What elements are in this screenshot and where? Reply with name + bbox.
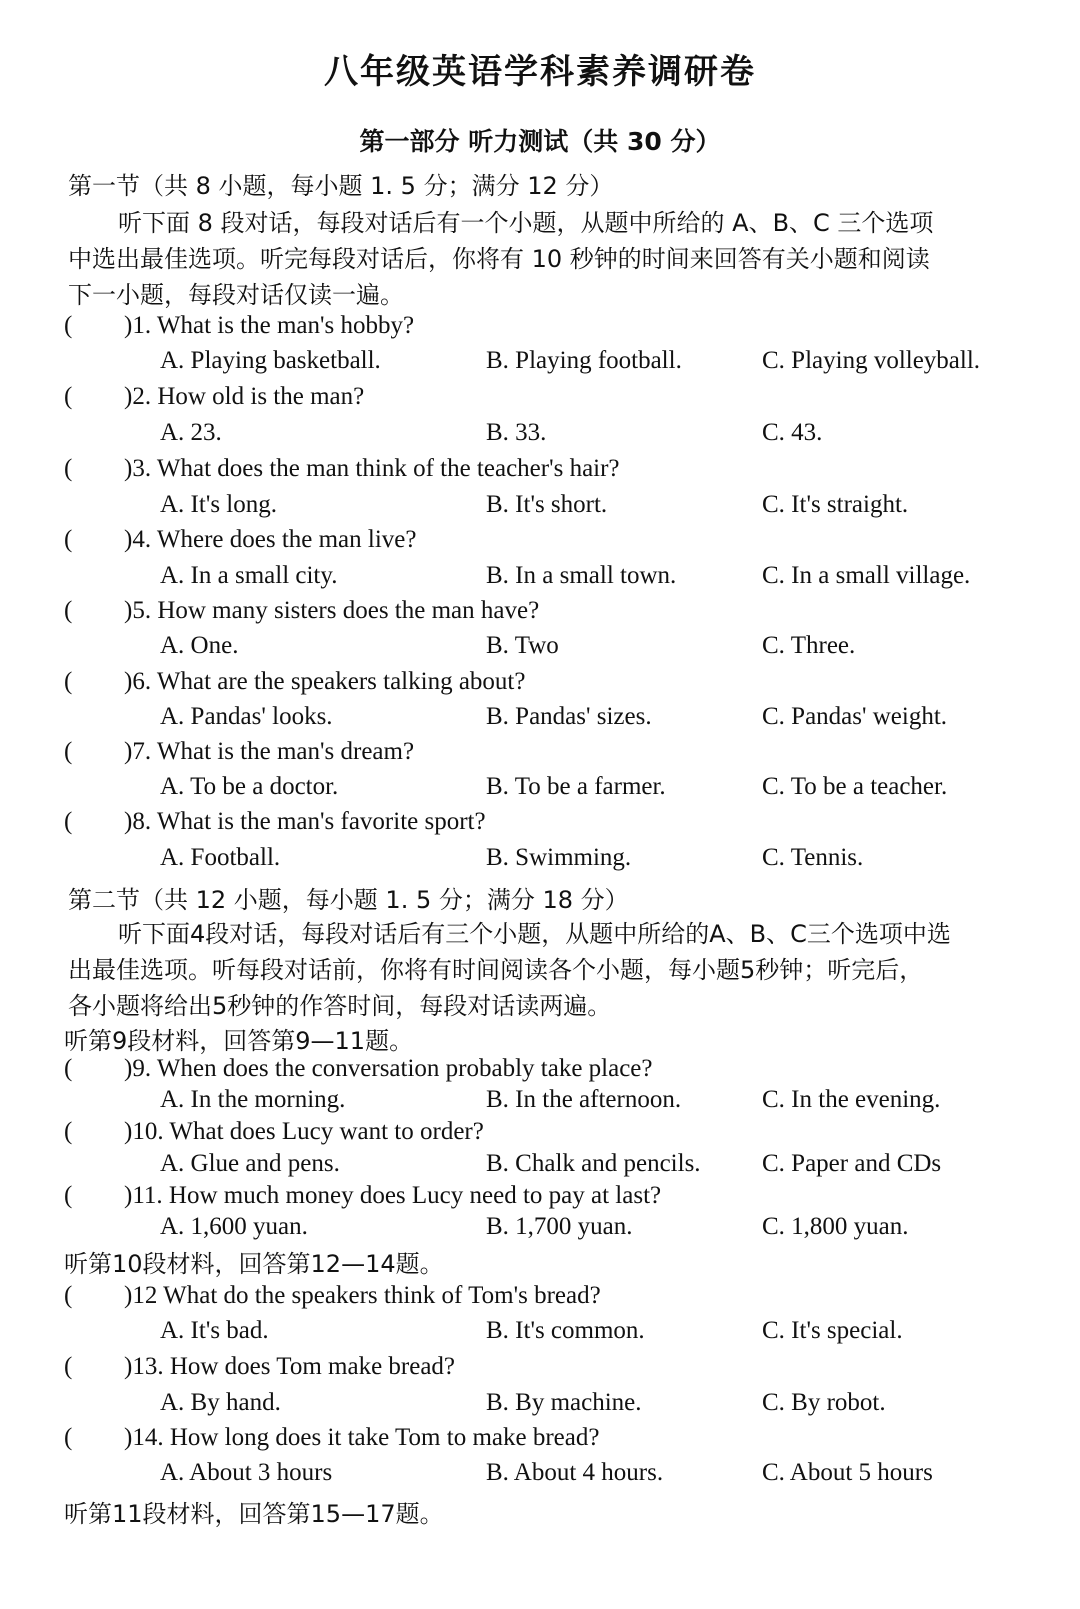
question-stem: )2. How old is the man? bbox=[124, 383, 365, 410]
option-c: C. It's straight. bbox=[762, 491, 909, 518]
option-c: C. 1,800 yuan. bbox=[762, 1213, 909, 1240]
question-stem: )1. What is the man's hobby? bbox=[124, 312, 415, 339]
option-a: A. To be a doctor. bbox=[160, 773, 339, 800]
option-a: A. 23. bbox=[160, 419, 222, 446]
question bbox=[64, 1118, 484, 1146]
section1-heading: 第一节（共 8 小题，每小题 1. 5 分；满分 12 分） bbox=[68, 172, 614, 200]
option-c: C. Tennis. bbox=[762, 844, 864, 871]
section2-instruction: 各小题将给出5秒钟的作答时间，每段对话读两遍。 bbox=[68, 992, 612, 1020]
option-b: B. To be a farmer. bbox=[486, 773, 666, 800]
option-c: C. Paper and CDs bbox=[762, 1150, 942, 1177]
page-title: 八年级英语学科素养调研卷 bbox=[324, 52, 756, 92]
option-a: A. Playing basketball. bbox=[160, 347, 381, 374]
answer-blank[interactable]: ( bbox=[64, 1353, 73, 1380]
answer-blank[interactable]: ( bbox=[64, 312, 73, 339]
section2-instruction: 出最佳选项。听每段对话前，你将有时间阅读各个小题，每小题5秒钟；听完后， bbox=[68, 956, 924, 984]
option-b: B. 33. bbox=[486, 419, 547, 446]
option-a: A. Football. bbox=[160, 844, 281, 871]
option-b: B. Chalk and pencils. bbox=[486, 1150, 701, 1177]
answer-blank[interactable]: ( bbox=[64, 597, 73, 624]
option-c: C. To be a teacher. bbox=[762, 773, 948, 800]
question-stem: )8. What is the man's favorite sport? bbox=[124, 808, 486, 835]
answer-blank[interactable]: ( bbox=[64, 1182, 73, 1209]
answer-blank[interactable]: ( bbox=[64, 526, 73, 553]
option-c: C. 43. bbox=[762, 419, 823, 446]
option-b: B. About 4 hours. bbox=[486, 1459, 664, 1486]
question-stem: )5. How many sisters does the man have? bbox=[124, 597, 540, 624]
option-a: A. One. bbox=[160, 632, 239, 659]
question bbox=[64, 1182, 661, 1210]
part-heading: 第一部分 听力测试（共 30 分） bbox=[359, 127, 721, 156]
option-b: B. 1,700 yuan. bbox=[486, 1213, 633, 1240]
question bbox=[64, 526, 416, 554]
section1-instruction: 听下面 8 段对话，每段对话后有一个小题，从题中所给的 A、B、C 三个选项 bbox=[118, 209, 934, 237]
option-b: B. Two bbox=[486, 632, 559, 659]
question bbox=[64, 738, 414, 766]
option-a: A. 1,600 yuan. bbox=[160, 1213, 308, 1240]
question-stem: )13. How does Tom make bread? bbox=[124, 1353, 456, 1380]
question bbox=[64, 597, 539, 625]
question bbox=[64, 1424, 599, 1452]
section1-instruction: 下一小题，每段对话仅读一遍。 bbox=[68, 281, 404, 309]
answer-blank[interactable]: ( bbox=[64, 383, 73, 410]
option-c: C. It's special. bbox=[762, 1317, 903, 1344]
answer-blank[interactable]: ( bbox=[64, 1118, 73, 1145]
question-stem: )9. When does the conversation probably take place? bbox=[124, 1055, 653, 1082]
question-stem: )12 What do the speakers think of Tom's bread? bbox=[124, 1282, 601, 1309]
question-stem: )6. What are the speakers talking about? bbox=[124, 668, 526, 695]
question bbox=[64, 455, 620, 483]
listening-material-heading: 听第9段材料，回答第9—11题。 bbox=[64, 1027, 414, 1055]
option-c: C. Pandas' weight. bbox=[762, 703, 948, 730]
listening-material-heading: 听第10段材料，回答第12—14题。 bbox=[64, 1250, 444, 1278]
question bbox=[64, 808, 486, 836]
question-stem: )14. How long does it take Tom to make bread? bbox=[124, 1424, 600, 1451]
question bbox=[64, 1055, 653, 1083]
option-b: B. In the afternoon. bbox=[486, 1086, 682, 1113]
option-b: B. Playing football. bbox=[486, 347, 682, 374]
option-a: A. In a small city. bbox=[160, 562, 338, 589]
question-stem: )4. Where does the man live? bbox=[124, 526, 417, 553]
listening-material-heading: 听第11段材料，回答第15—17题。 bbox=[64, 1500, 444, 1528]
answer-blank[interactable]: ( bbox=[64, 1282, 73, 1309]
question-stem: )7. What is the man's dream? bbox=[124, 738, 415, 765]
option-b: B. By machine. bbox=[486, 1389, 642, 1416]
question-stem: )3. What does the man think of the teacher's hair? bbox=[124, 455, 620, 482]
answer-blank[interactable]: ( bbox=[64, 808, 73, 835]
option-b: B. In a small town. bbox=[486, 562, 677, 589]
option-c: C. About 5 hours bbox=[762, 1459, 933, 1486]
option-a: A. It's long. bbox=[160, 491, 278, 518]
section2-instruction: 听下面4段对话，每段对话后有三个小题，从题中所给的A、B、C三个选项中选 bbox=[118, 920, 951, 948]
question bbox=[64, 668, 525, 696]
question-stem: )10. What does Lucy want to order? bbox=[124, 1118, 484, 1145]
option-c: C. Three. bbox=[762, 632, 856, 659]
question bbox=[64, 1353, 455, 1381]
answer-blank[interactable]: ( bbox=[64, 455, 73, 482]
section1-instruction: 中选出最佳选项。听完每段对话后，你将有 10 秒钟的时间来回答有关小题和阅读 bbox=[68, 245, 930, 273]
answer-blank[interactable]: ( bbox=[64, 738, 73, 765]
option-a: A. Glue and pens. bbox=[160, 1150, 340, 1177]
question bbox=[64, 383, 364, 411]
answer-blank[interactable]: ( bbox=[64, 668, 73, 695]
option-b: B. It's common. bbox=[486, 1317, 645, 1344]
option-c: C. In the evening. bbox=[762, 1086, 941, 1113]
option-c: C. By robot. bbox=[762, 1389, 886, 1416]
option-a: A. Pandas' looks. bbox=[160, 703, 333, 730]
option-c: C. In a small village. bbox=[762, 562, 971, 589]
answer-blank[interactable]: ( bbox=[64, 1424, 73, 1451]
answer-blank[interactable]: ( bbox=[64, 1055, 73, 1082]
option-b: B. It's short. bbox=[486, 491, 608, 518]
option-a: A. In the morning. bbox=[160, 1086, 346, 1113]
option-a: A. By hand. bbox=[160, 1389, 281, 1416]
section2-heading: 第二节（共 12 小题，每小题 1. 5 分；满分 18 分） bbox=[68, 886, 629, 914]
question bbox=[64, 1282, 601, 1310]
question bbox=[64, 312, 414, 340]
option-a: A. About 3 hours bbox=[160, 1459, 333, 1486]
question-stem: )11. How much money does Lucy need to pay at last? bbox=[124, 1182, 662, 1209]
option-c: C. Playing volleyball. bbox=[762, 347, 981, 374]
option-a: A. It's bad. bbox=[160, 1317, 269, 1344]
option-b: B. Pandas' sizes. bbox=[486, 703, 652, 730]
option-b: B. Swimming. bbox=[486, 844, 632, 871]
